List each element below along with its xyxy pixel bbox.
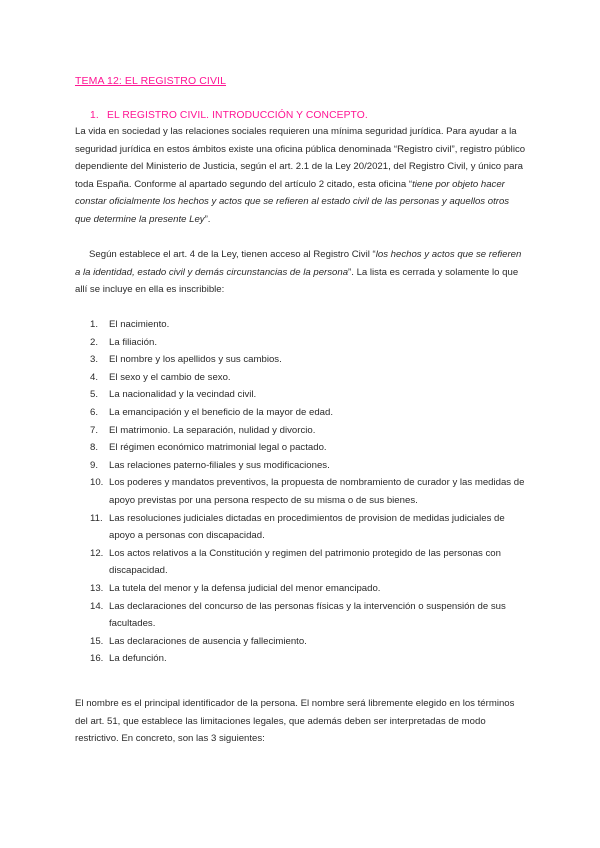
- list-item-number: 1.: [90, 319, 99, 330]
- list-item-number: 9.: [90, 459, 99, 471]
- list-item: [90, 386, 530, 404]
- list-item: [90, 422, 530, 440]
- access-text-end: ”. La lista es cerrada y solamente lo que allí se incluye en ella es inscribible:: [75, 266, 519, 296]
- list-item-text: El matrimonio. La separación, nulidad y divorcio.: [109, 424, 316, 436]
- access-paragraph: [75, 246, 527, 299]
- list-item-text: La emancipación y el beneficio de la mayor de edad.: [109, 406, 333, 418]
- list-item-number: 2.: [90, 336, 99, 348]
- list-item-number: 6.: [90, 406, 99, 418]
- intro-text-end: ”.: [204, 213, 211, 225]
- list-item: [90, 334, 530, 352]
- list-item-number: 11.: [90, 512, 103, 524]
- list-item-text: Las declaraciones del concurso de las personas físicas y la intervención o suspensión de sus facultades.: [109, 600, 506, 630]
- list-item: [90, 474, 530, 509]
- topic-title: TEMA 12: EL REGISTRO CIVIL: [75, 75, 227, 87]
- list-item: [90, 580, 530, 598]
- list-item-number: 5.: [90, 389, 99, 401]
- list-item: [90, 316, 530, 334]
- list-item-text: Los actos relativos a la Constitución y regimen del patrimonio protegido de las personas con discapacidad.: [109, 547, 501, 577]
- list-item: [90, 545, 530, 580]
- list-item: [90, 404, 530, 422]
- list-item: [90, 439, 530, 457]
- list-item-number: 14.: [90, 600, 104, 612]
- access-quote: los hechos y actos que se refieren a la identidad, estado civil y demás circunstancias de la persona: [75, 249, 522, 278]
- list-item: [90, 351, 530, 369]
- list-item-number: 8.: [90, 442, 99, 454]
- list-item-text: El nombre y los apellidos y sus cambios.: [109, 354, 282, 366]
- list-item-text: La filiación.: [109, 336, 157, 348]
- list-item: [90, 510, 530, 545]
- list-item-number: 7.: [90, 424, 99, 436]
- list-item-number: 3.: [90, 354, 99, 366]
- list-item-text: Las resoluciones judiciales dictadas en procedimientos de provision de medidas judiciales de apoyo a personas con discapacidad.: [109, 512, 505, 542]
- list-item-text: Los poderes y mandatos preventivos, la propuesta de nombramiento de curador y las medidas de apoyo previstas por una persona respecto de su misma o de sus bienes.: [109, 477, 525, 506]
- list-item-text: La nacionalidad y la vecindad civil.: [109, 389, 257, 401]
- list-item-text: Las declaraciones de ausencia y fallecimiento.: [109, 635, 307, 647]
- list-item-text: El nacimiento.: [109, 319, 170, 330]
- list-item-number: 12.: [90, 547, 104, 559]
- list-item-number: 15.: [90, 635, 104, 647]
- list-item: [90, 369, 530, 387]
- list-item-text: El régimen económico matrimonial legal o pactado.: [109, 442, 327, 454]
- list-item-text: La tutela del menor y la defensa judicial del menor emancipado.: [109, 582, 381, 594]
- name-paragraph: El nombre es el principal identificador de la persona. El nombre será libremente elegido en los términos del art. 51, que establece las limitaciones legales, que además deben ser interpretadas de modo restrictivo. En concreto, son las 3 siguientes:: [75, 698, 515, 745]
- list-item: [90, 457, 530, 475]
- list-item-text: El sexo y el cambio de sexo.: [109, 371, 231, 383]
- access-text: Según establece el art. 4 de la Ley, tienen acceso al Registro Civil “: [89, 249, 376, 260]
- inscribible-list: [90, 316, 530, 668]
- list-item-number: 4.: [90, 371, 99, 383]
- section-title: EL REGISTRO CIVIL. INTRODUCCIÓN Y CONCEPTO.: [107, 110, 368, 121]
- list-item-number: 10.: [90, 477, 104, 489]
- intro-text: La vida en sociedad y las relaciones sociales requieren una mínima seguridad jurídica. Para ayudar a la seguridad jurídica en estos ámbitos existe una oficina pública denominada “Registro civil”, registro público dependiente del Ministerio de Justicia, según el art. 2.1 de la Ley 20/2021, del Registro Civil, y único para toda España. Conforme al apartado segundo del artículo 2 citado, esta oficina “: [75, 126, 526, 190]
- list-item: [90, 650, 530, 668]
- list-item-text: La defunción.: [109, 653, 167, 665]
- list-item-number: 13.: [90, 582, 104, 594]
- intro-quote: tiene por objeto hacer constar oficialmente los hechos y actos que se refieren al estado civil de las personas y aquellos otros que determine la presente Ley: [75, 178, 510, 225]
- section-heading: [90, 110, 368, 121]
- list-item: [90, 633, 530, 651]
- list-item-number: 16.: [90, 653, 104, 665]
- section-number: 1.: [90, 110, 99, 121]
- list-item: [90, 598, 530, 633]
- list-item-text: Las relaciones paterno-filiales y sus modificaciones.: [109, 459, 330, 471]
- intro-paragraph: [75, 123, 527, 229]
